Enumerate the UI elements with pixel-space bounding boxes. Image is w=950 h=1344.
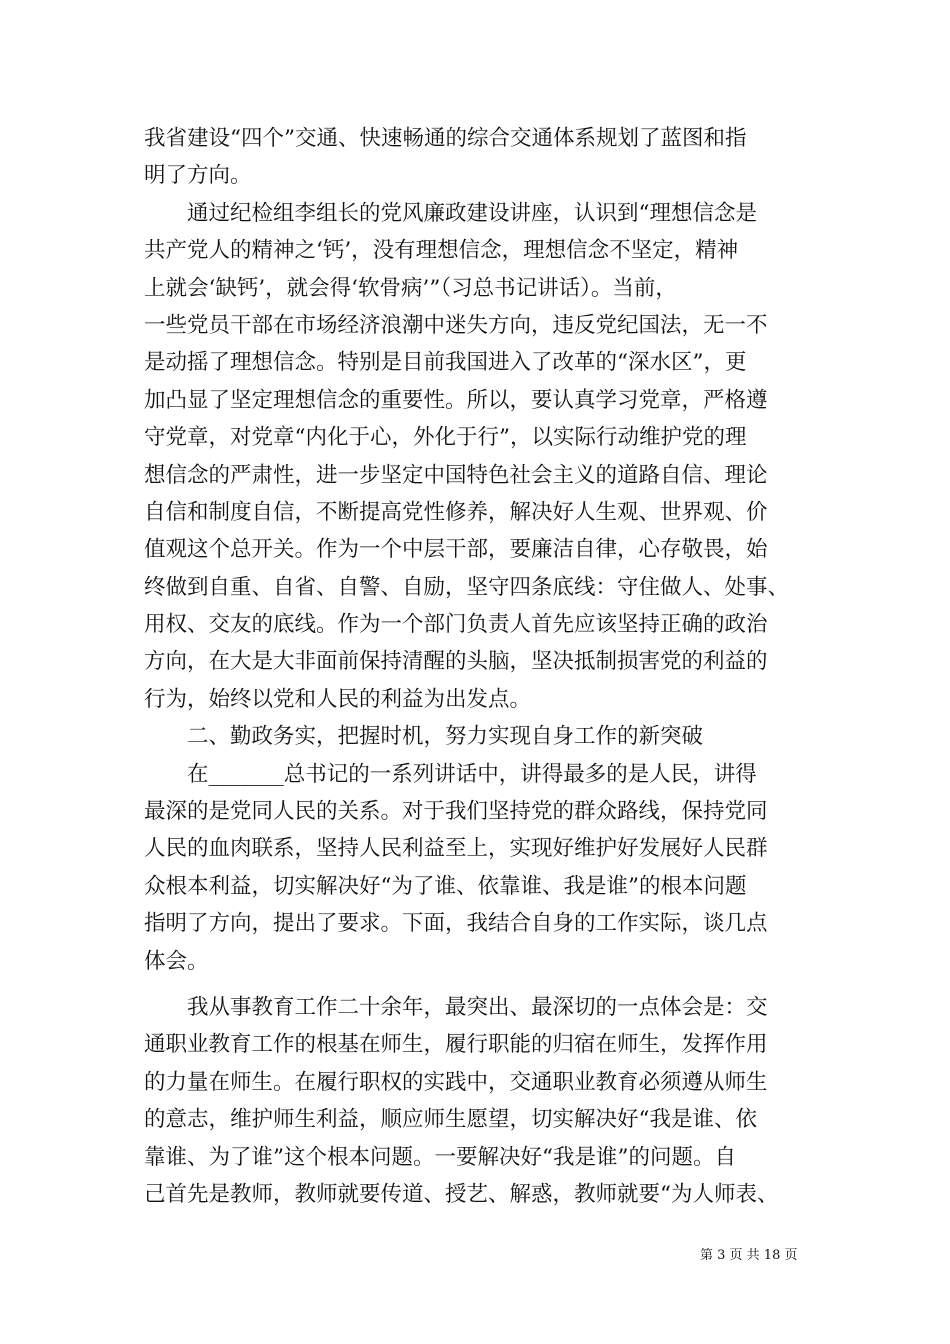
text-line: 我从事教育工作二十余年，最突出、最深切的一点体会是：交: [144, 994, 768, 1020]
paragraph-gap: [144, 980, 816, 989]
text-line: 一些党员干部在市场经济浪潮中迷失方向，违反党纪国法，无一不: [144, 312, 768, 338]
text-line: 人民的血肉联系，坚持人民利益至上，实现好维护好发展好人民群: [144, 836, 768, 862]
text-line: 我省建设“四个”交通、快速畅通的综合交通体系规划了蓝图和指: [144, 126, 747, 151]
text-line: 最深的是党同人民的关系。对于我们坚持党的群众路线，保持党同: [144, 799, 768, 825]
text-line: 守党章，对党章“内化于心，外化于行”，以实际行动维护党的理: [144, 425, 747, 451]
section-heading: 二、勤政务实，把握时机，努力实现自身工作的新突破: [144, 724, 704, 750]
text-line: 共产党人的精神之‘钙’，没有理想信念，理想信念不坚定，精神: [144, 238, 739, 264]
page-number-footer: 第 3 页 共 18 页: [700, 1248, 798, 1263]
document-body: [144, 120, 816, 1213]
text-line: 值观这个总开关。作为一个中层干部，要廉洁自律，心存敬畏，始: [144, 537, 768, 563]
text-line: 想信念的严肃性，进一步坚定中国特色社会主义的道路自信、理论: [144, 462, 768, 488]
text-line: 的意志，维护师生利益，顺应师生愿望，切实解决好“我是谁、依: [144, 1107, 757, 1133]
text-line: 行为，始终以党和人民的利益为出发点。: [144, 686, 532, 712]
text-line: 用权、交友的底线。作为一个部门负责人首先应该坚持正确的政治: [144, 612, 768, 638]
text-line: 终做到自重、自省、自警、自励，坚守四条底线：守住做人、处事、: [144, 574, 790, 600]
text-line: 明了方向。: [144, 163, 252, 189]
text-line: 的力量在师生。在履行职权的实践中，交通职业教育必须遵从师生: [144, 1069, 768, 1095]
text-line: 指明了方向，提出了要求。下面，我结合自身的工作实际，谈几点: [144, 911, 768, 937]
text-line: 己首先是教师，教师就要传道、授艺、解惑，教师就要“为人师表、: [144, 1181, 779, 1207]
text-line: 通过纪检组李组长的党风廉政建设讲座，认识到“理想信念是: [144, 200, 757, 226]
text-line: 是动摇了理想信念。特别是目前我国进入了改革的“深水区”，更: [144, 350, 747, 376]
text-line: 加凸显了坚定理想信念的重要性。所以，要认真学习党章，严格遵: [144, 387, 768, 413]
text-line: 通职业教育工作的根基在师生，履行职能的归宿在师生，发挥作用: [144, 1032, 768, 1058]
text-line: 靠谁、为了谁”这个根本问题。一要解决好“我是谁”的问题。自: [144, 1144, 736, 1170]
text-line: 自信和制度自信，不断提高党性修养，解决好人生观、世界观、价: [144, 499, 768, 525]
text-line: 众根本利益，切实解决好“为了谁、依靠谁、我是谁”的根本问题: [144, 873, 747, 899]
text-line: 体会。: [144, 948, 209, 974]
text-line: 在_______总书记的一系列讲话中，讲得最多的是人民，讲得: [144, 761, 757, 787]
text-line: 上就会‘缺钙’，就会得‘软骨病’”（习总书记讲话）。当前，: [144, 275, 677, 301]
text-line: 方向，在大是大非面前保持清醒的头脑，坚决抵制损害党的利益的: [144, 649, 768, 675]
